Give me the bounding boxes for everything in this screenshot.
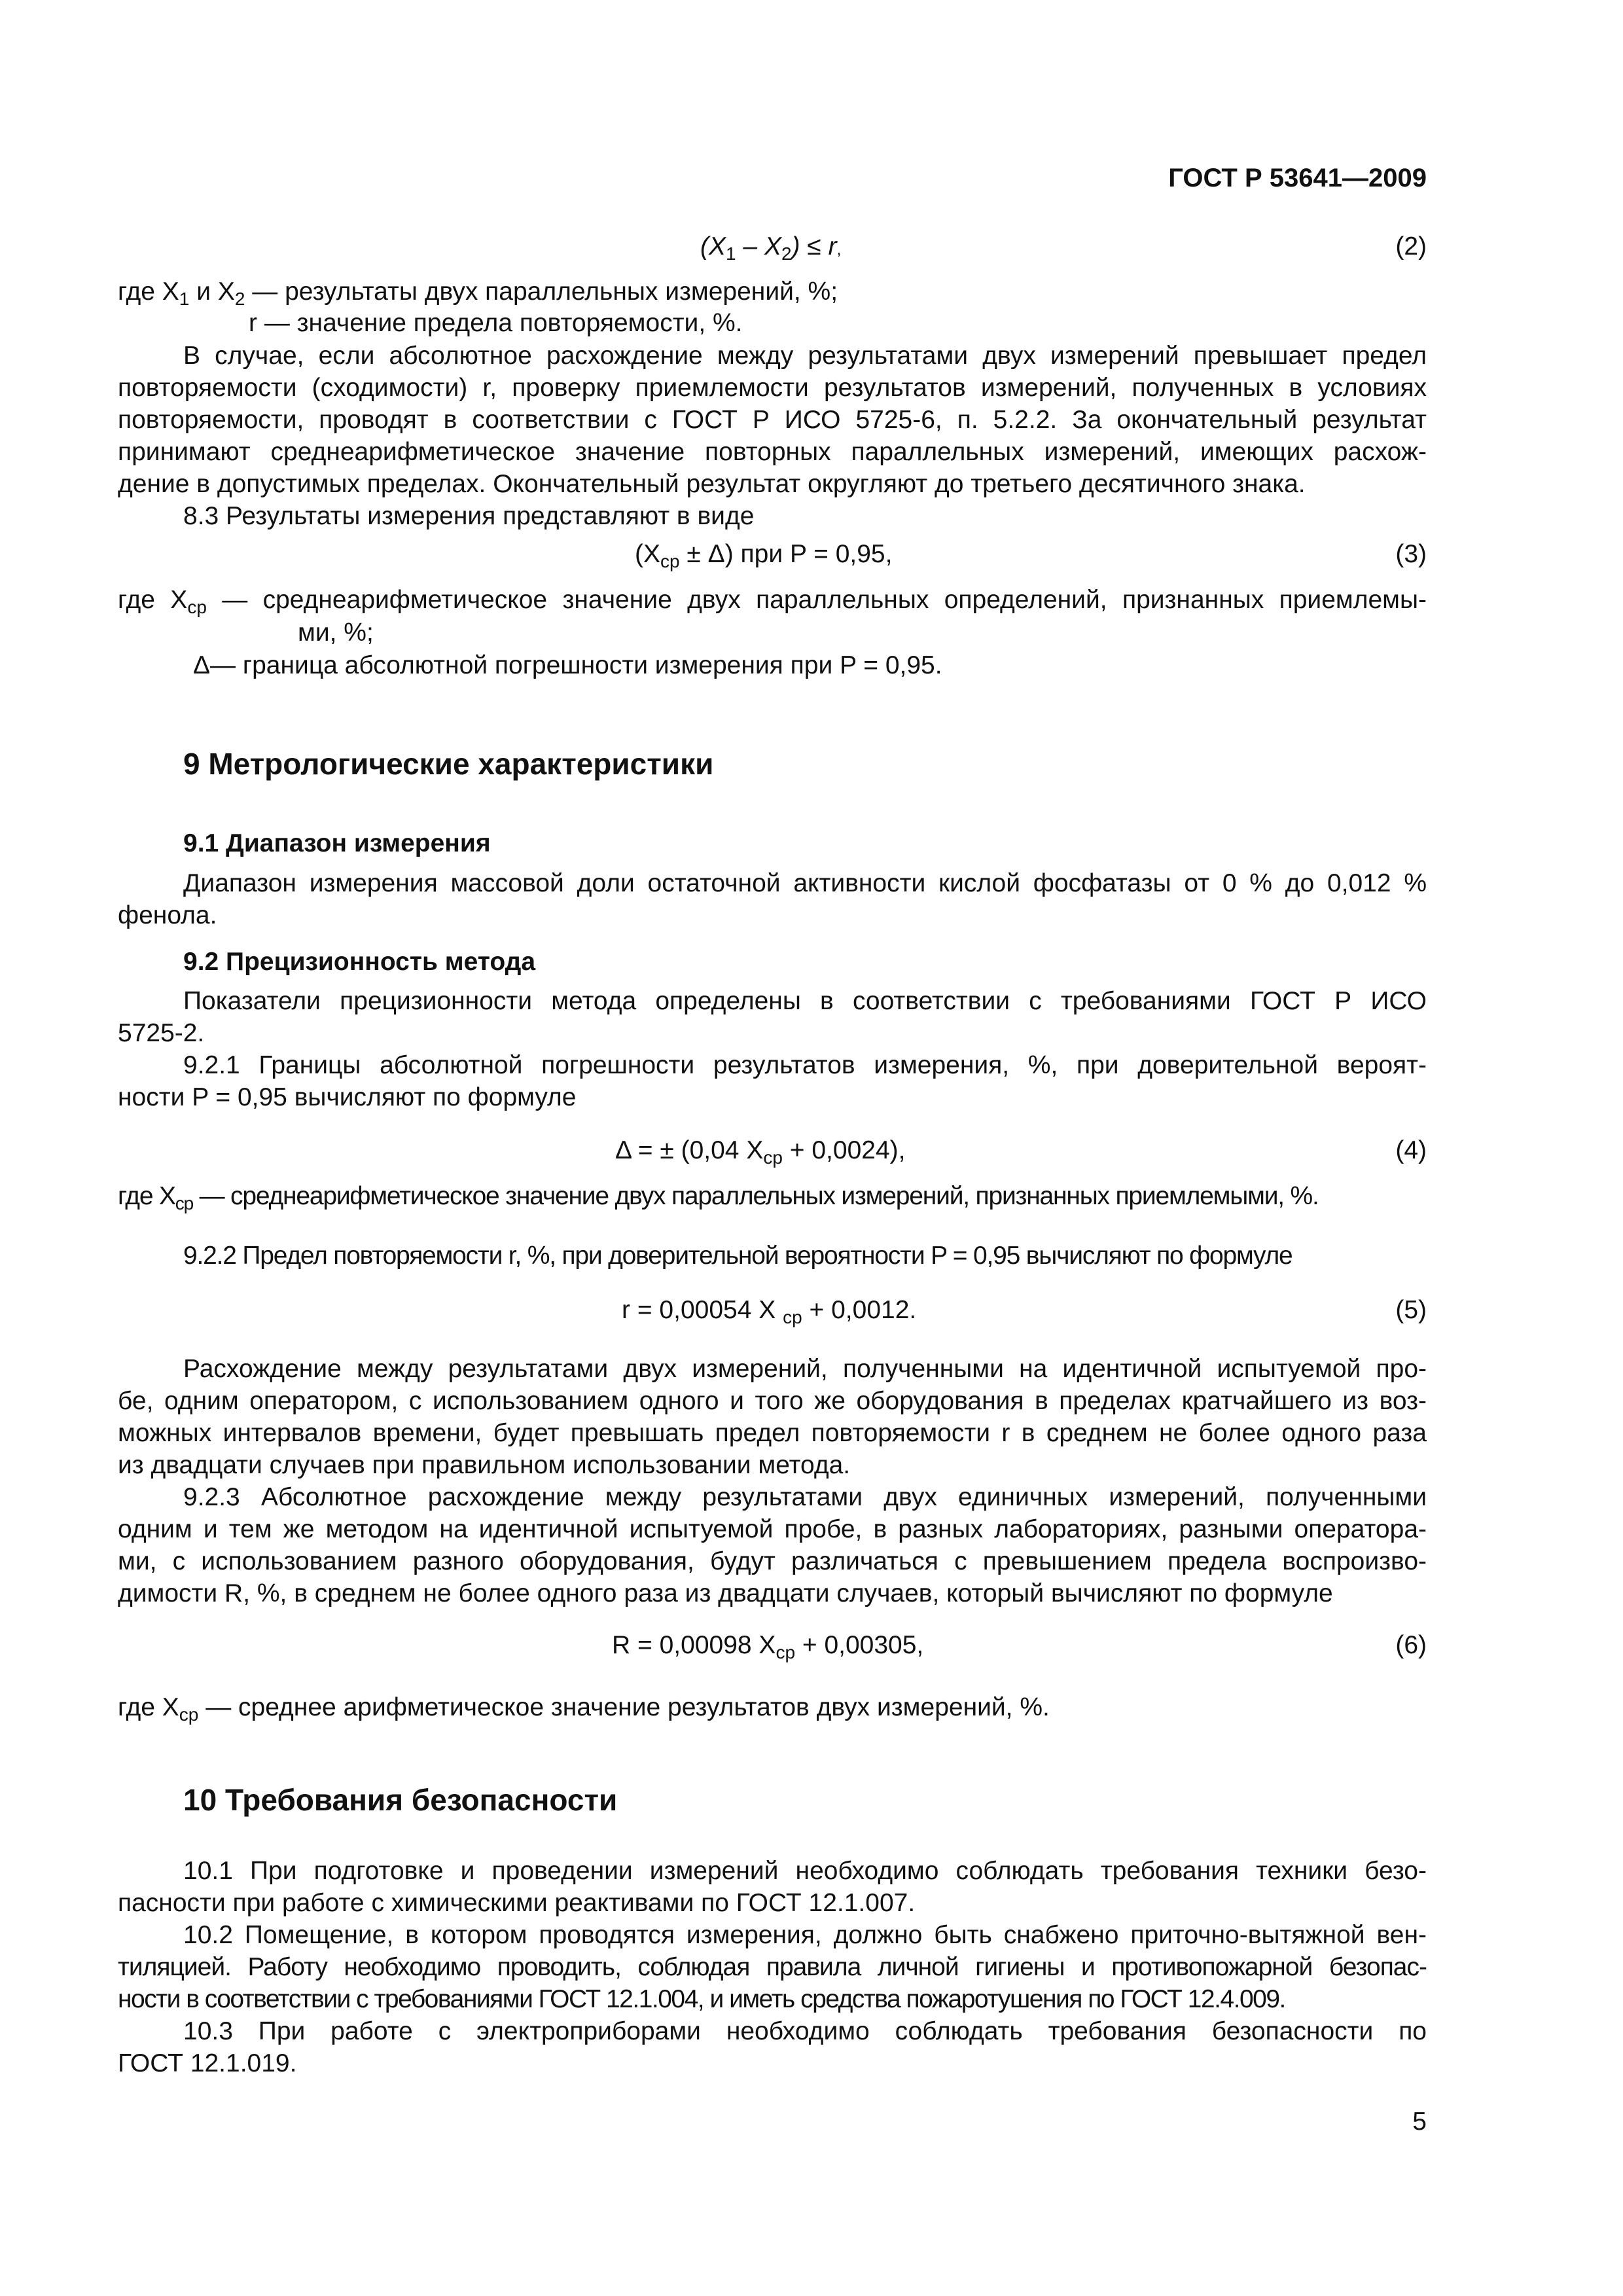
section-10-3-line-2: ГОСТ 12.1.019. — [118, 2049, 297, 2077]
section-9-2-2-text-line-2: бе, одним оператором, с использованием одного и того же оборудования в пределах кратчайшего из воз- — [118, 1387, 1427, 1415]
section-9-heading: 9 Метрологические характеристики — [183, 747, 714, 781]
section-10-2-line-2: тиляцией. Работу необходимо проводить, соблюдая правила личной гигиены и противопожарной безопас- — [118, 1953, 1427, 1981]
section-9-2-1-line-2: ности P = 0,95 вычисляют по формуле — [118, 1083, 577, 1111]
section-10-1-line-1: 10.1 При подготовке и проведении измерений необходимо соблюдать требования техники безо- — [183, 1857, 1427, 1885]
section-10-2-line-3: ности в соответствии с требованиями ГОСТ 12.1.004, и иметь средства пожаротушения по ГОСТ 12.4.009. — [118, 1985, 1285, 2013]
section-10-heading: 10 Требования безопасности — [183, 1783, 618, 1817]
formula-4: Δ = ± (0,04 $X_{ср} + 0,0024$), — [615, 1136, 906, 1168]
section-10-2-line-1: 10.2 Помещение, в котором проводятся измерения, должно быть снабжено приточно-вытяжной вен- — [183, 1921, 1427, 1949]
formula-2-number: (2) — [1395, 232, 1427, 260]
section-9-1-heading: 9.1 Диапазон измерения — [183, 829, 491, 857]
document-code: ГОСТ Р 53641—2009 — [1168, 164, 1427, 192]
para-8-2-line-2: повторяемости (сходимости) r, проверку приемлемости результатов измерений, полученных в условиях — [118, 374, 1427, 402]
formula-4-number: (4) — [1395, 1136, 1427, 1164]
section-9-2-line-2: 5725-2. — [118, 1019, 205, 1047]
section-9-2-line-1: Показатели прецизионности метода определены в соответствии с требованиями ГОСТ Р ИСО — [183, 987, 1427, 1015]
section-9-2-3-line-1: 9.2.3 Абсолютное расхождение между результатами двух единичных измерений, полученными — [183, 1483, 1427, 1511]
para-8-3: 8.3 Результаты измерения представляют в виде — [183, 502, 755, 530]
formula-5: r = 0,00054 X $_{ср}$ + 0,0012. — [622, 1296, 917, 1327]
section-9-2-2-text-line-1: Расхождение между результатами двух измерений, полученными на идентичной испытуемой про- — [183, 1355, 1427, 1383]
where-2-line-1: где $X_1$ и $X_2$ — результаты двух параллельных измерений, %; — [118, 278, 838, 309]
formula-3: $(X_{ср} \pm \Delta)$ при P = 0,95, — [635, 540, 893, 571]
where-3-line-3: Δ— граница абсолютной погрешности измерения при P = 0,95. — [193, 651, 942, 679]
section-9-2-3-line-2: одним и тем же методом на идентичной испытуемой пробе, в разных лабораториях, разными оператора- — [118, 1515, 1427, 1543]
section-9-2-3-line-3: ми, с использованием разного оборудования, будут различаться с превышением предела воспроизво- — [118, 1547, 1427, 1575]
formula-6-number: (6) — [1395, 1631, 1427, 1659]
where-2-line-2: r — значение предела повторяемости, %. — [249, 309, 743, 337]
where-6: где $X_{ср}$ — среднее арифметическое значение результатов двух измерений, %. — [118, 1693, 1050, 1725]
section-10-1-line-2: пасности при работе с химическими реактивами по ГОСТ 12.1.007. — [118, 1889, 916, 1917]
where-3-line-2: ми, %; — [298, 619, 374, 647]
where-3-line-1: где $X_{ср}$ — среднеарифметическое значение двух параллельных определений, признанных приемлемы- — [118, 586, 1427, 617]
para-8-2-line-1: В случае, если абсолютное расхождение между результатами двух измерений превышает предел — [183, 342, 1427, 370]
formula-2: $(X_1 - X_2) \le r$, — [700, 232, 842, 264]
page-number: 5 — [1412, 2108, 1427, 2136]
section-9-2-2-text-line-3: можных интервалов времени, будет превышать предел повторяемости r в среднем не более одного раза — [118, 1419, 1427, 1447]
section-9-2-1-line-1: 9.2.1 Границы абсолютной погрешности результатов измерения, %, при доверительной вероят- — [183, 1051, 1427, 1079]
section-9-2-heading: 9.2 Прецизионность метода — [183, 948, 536, 976]
formula-6: R = 0,00098 $X_{ср} + 0,00305$, — [612, 1631, 924, 1662]
document-page — [118, 0, 1427, 2296]
section-9-2-3-line-4: димости R, %, в среднем не более одного раза из двадцати случаев, который вычисляют по формуле — [118, 1579, 1333, 1607]
para-8-2-line-3: повторяемости, проводят в соответствии с ГОСТ Р ИСО 5725-6, п. 5.2.2. За окончательный результат — [118, 406, 1427, 434]
formula-3-number: (3) — [1395, 540, 1427, 568]
para-8-2-line-5: дение в допустимых пределах. Окончательный результат округляют до третьего десятичного знака. — [118, 470, 1306, 498]
formula-5-number: (5) — [1395, 1296, 1427, 1324]
para-8-2-line-4: принимают среднеарифметическое значение повторных параллельных измерений, имеющих расхож- — [118, 438, 1427, 466]
section-9-2-2-text-line-4: из двадцати случаев при правильном использовании метода. — [118, 1451, 851, 1479]
section-9-1-line-1: Диапазон измерения массовой доли остаточной активности кислой фосфатазы от 0 % до 0,012 % — [183, 869, 1427, 897]
section-9-1-line-2: фенола. — [118, 901, 217, 929]
where-4: где $X_{ср}$ — среднеарифметическое значение двух параллельных измерений, признанных приемлемыми, %. — [118, 1182, 1319, 1213]
section-10-3-line-1: 10.3 При работе с электроприборами необходимо соблюдать требования безопасности по — [183, 2017, 1427, 2045]
section-9-2-2: 9.2.2 Предел повторяемости r, %, при доверительной вероятности P = 0,95 вычисляют по формуле — [183, 1242, 1293, 1270]
